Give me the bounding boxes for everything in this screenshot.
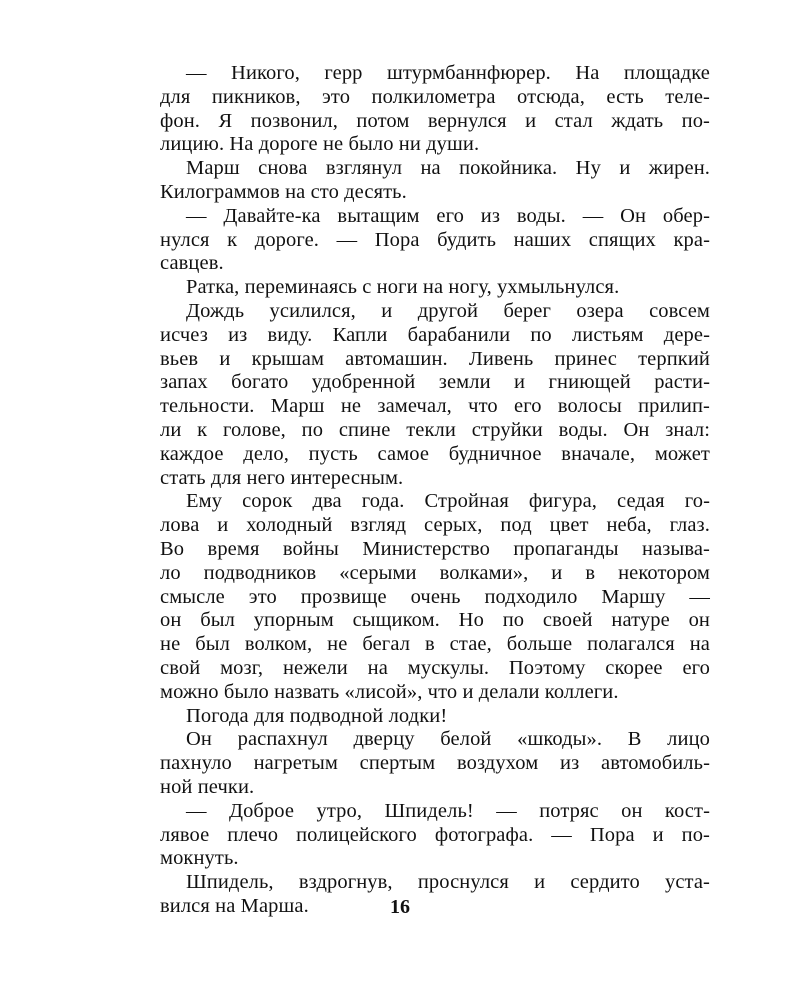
text-line: Ему сорок два года. Стройная фигура, седая го- bbox=[186, 490, 710, 513]
text-line: Килограммов на сто десять. bbox=[160, 180, 407, 203]
text-line: — Давайте-ка вытащим его из воды. — Он обер- bbox=[186, 204, 710, 227]
text-line: стать для него интересным. bbox=[160, 466, 404, 489]
text-line: Погода для подводной лодки! bbox=[186, 704, 448, 727]
text-line: смысле это прозвище очень подходило Маршу — bbox=[160, 585, 710, 608]
text-line: для пикников, это полкилометра отсюда, есть теле- bbox=[160, 85, 710, 108]
text-line: Он распахнул дверцу белой «шкоды». В лицо bbox=[186, 728, 710, 751]
text-line: он был упорным сыщиком. Но по своей натуре он bbox=[160, 609, 710, 632]
text-line: Дождь усилился, и другой берег озера совсем bbox=[186, 299, 710, 322]
text-line: Ратка, переминаясь с ноги на ногу, ухмыльнулся. bbox=[186, 276, 620, 299]
text-line: савцев. bbox=[160, 252, 224, 275]
text-line: пахнуло нагретым спертым воздухом из автомобиль- bbox=[160, 752, 710, 775]
text-line: исчез из виду. Капли барабанили по листьям дере- bbox=[160, 323, 710, 346]
text-line: ли к голове, по спине текли струйки воды. Он знал: bbox=[160, 418, 710, 441]
text-line: Шпидель, вздрогнув, проснулся и сердито уста- bbox=[186, 871, 710, 894]
text-line: можно было назвать «лисой», что и делали коллеги. bbox=[160, 680, 619, 703]
body-text bbox=[160, 62, 710, 919]
text-line: фон. Я позвонил, потом вернулся и стал ждать по- bbox=[160, 109, 710, 132]
text-line: лова и холодный взгляд серых, под цвет неба, глаз. bbox=[160, 514, 710, 537]
text-line: вьев и крышам автомашин. Ливень принес терпкий bbox=[160, 347, 710, 370]
text-line: ной печки. bbox=[160, 775, 255, 798]
text-line: ло подводников «серыми волками», и в некотором bbox=[160, 561, 710, 584]
text-line: лявое плечо полицейского фотографа. — Пора и по- bbox=[160, 823, 710, 846]
text-line: тельности. Марш не замечал, что его волосы прилип- bbox=[160, 395, 710, 418]
text-line: нулся к дороге. — Пора будить наших спящих кра- bbox=[160, 228, 710, 251]
text-line: Марш снова взглянул на покойника. Ну и жирен. bbox=[186, 157, 710, 180]
text-line: свой мозг, нежели на мускулы. Поэтому скорее его bbox=[160, 656, 710, 679]
text-line: вился на Марша. bbox=[160, 894, 309, 917]
text-line: лицию. На дороге не было ни души. bbox=[160, 133, 480, 156]
text-line: не был волком, не бегал в стае, больше полагался на bbox=[160, 633, 710, 656]
text-line: — Доброе утро, Шпидель! — потряс он кост- bbox=[186, 799, 710, 822]
text-line: каждое дело, пусть самое будничное вначале, может bbox=[160, 442, 710, 465]
text-line: мокнуть. bbox=[160, 847, 239, 870]
text-line: — Никого, герр штурмбаннфюрер. На площадке bbox=[186, 62, 710, 84]
text-line: запах богато удобренной земли и гниющей расти- bbox=[160, 371, 710, 394]
page-number: 16 bbox=[390, 896, 410, 918]
text-line: Во время войны Министерство пропаганды называ- bbox=[160, 537, 710, 560]
